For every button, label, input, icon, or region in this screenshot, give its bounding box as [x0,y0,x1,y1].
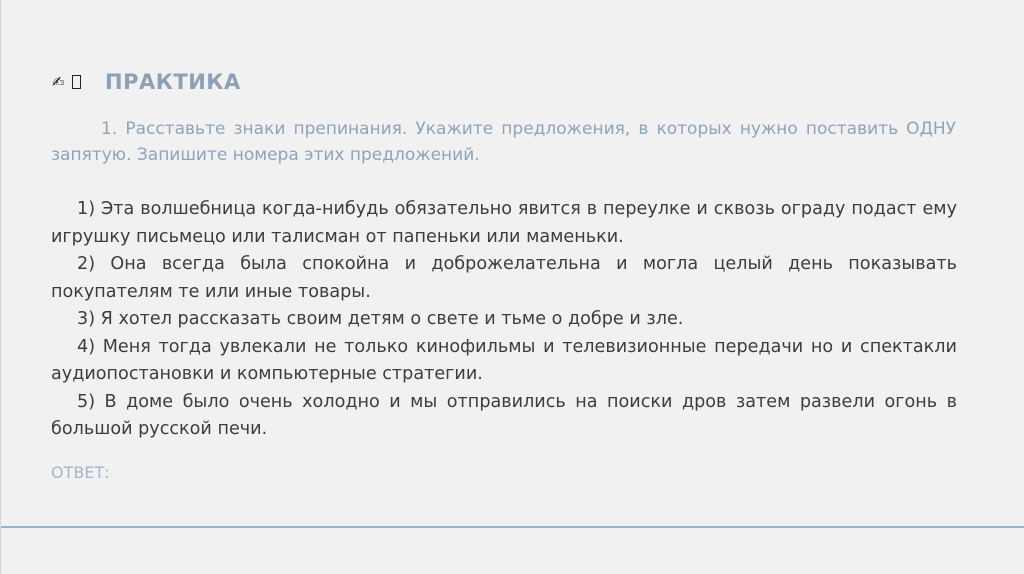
task-instruction: 1. Расставьте знаки препинания. Укажите предложения, в которых нужно поставить ОДНУ запятую. Запишите номера этих предложений. [51,119,956,165]
sentence-5: 5) В доме было очень холодно и мы отправились на поиски дров затем развели огонь в большой русской печи. [51,391,957,439]
title-row [52,70,241,94]
answer-label: ОТВЕТ: [51,463,110,482]
footer-divider [1,526,1024,528]
sentence-2: 2) Она всегда была спокойна и доброжелательна и могла целый день показывать покупателям те или иные товары. [51,254,957,302]
sentence-1: 1) Эта волшебница когда-нибудь обязательно явится в переулке и сквозь ограду подаст ему игрушку письмецо или талисман от папеньки или маменьки. [51,199,957,247]
page-title: ПРАКТИКА [105,70,241,94]
writing-hand-icon: ✍ [52,73,65,91]
sentence-3: 3) Я хотел рассказать своим детям о свете и тьме о добре и зле. [77,309,684,329]
sentence-list [51,196,957,444]
sentence-4: 4) Меня тогда увлекали не только кинофильмы и телевизионные передачи но и спектакли аудиопостановки и компьютерные стратегии. [51,336,957,384]
missing-glyph-icon [72,75,81,89]
